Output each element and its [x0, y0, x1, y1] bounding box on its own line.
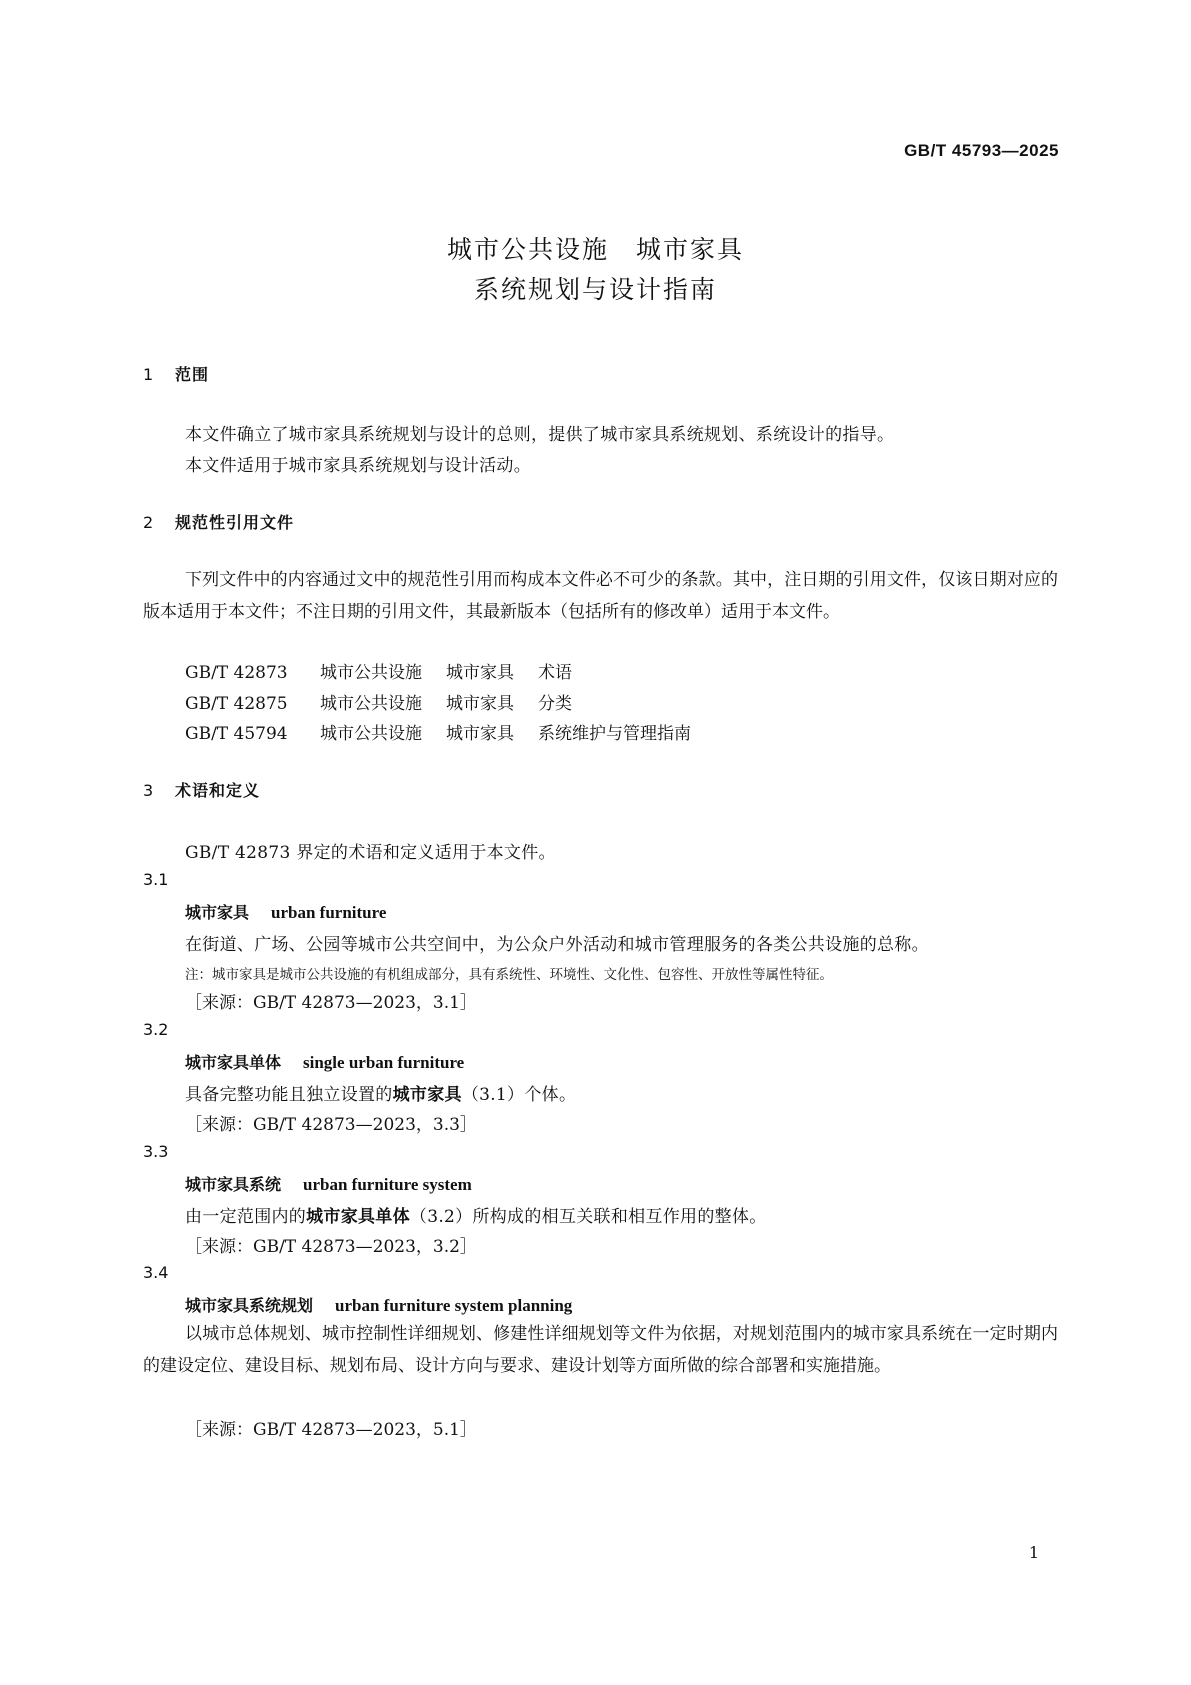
- clause-number: 3.1: [143, 870, 169, 889]
- definition-text: 由一定范围内的: [185, 1207, 307, 1227]
- term-zh: 城市家具单体: [185, 1053, 282, 1072]
- term-reference: 城市家具: [392, 1085, 462, 1105]
- normative-references-intro: 下列文件中的内容通过文中的规范性引用而构成本文件必不可少的条款。其中，注日期的引用文件，仅该日期对应的版本适用于本文件；不注日期的引用文件，其最新版本（包括所有的修改单）适用于本文件。: [143, 570, 1058, 622]
- reference-part-c: 系统维护与管理指南: [538, 724, 691, 744]
- definition-text: 具备完整功能且独立设置的: [185, 1085, 393, 1105]
- reference-part-b: 城市家具: [446, 724, 514, 744]
- term-zh: 城市家具系统: [185, 1175, 282, 1194]
- term-source: ［来源：GB/T 42873—2023，3.3］: [185, 1115, 477, 1135]
- term-en: urban furniture system: [303, 1175, 472, 1194]
- clause-number: 3.3: [143, 1142, 169, 1161]
- reference-part-b: 城市家具: [446, 694, 514, 714]
- section-title: 术语和定义: [175, 781, 261, 800]
- section-number: 2: [143, 513, 155, 532]
- section-title: 范围: [175, 365, 210, 384]
- definition-text: （3.2）所构成的相互关联和相互作用的整体。: [409, 1207, 767, 1227]
- reference-code: GB/T 42873: [185, 663, 288, 683]
- scope-paragraph-1: 本文件确立了城市家具系统规划与设计的总则，提供了城市家具系统规划、系统设计的指导。: [185, 425, 895, 445]
- reference-code: GB/T 45794: [185, 724, 288, 744]
- term-source: ［来源：GB/T 42873—2023，3.2］: [185, 1237, 477, 1257]
- term-heading: [185, 1050, 464, 1073]
- standard-code: GB/T 45793—2025: [904, 141, 1059, 160]
- section-title: 规范性引用文件: [175, 513, 295, 532]
- term-heading: [185, 1293, 572, 1316]
- definition-text: （3.1）个体。: [461, 1085, 577, 1105]
- clause-number: 3.4: [143, 1263, 169, 1282]
- term-definition: [185, 1202, 767, 1227]
- term-zh: 城市家具: [185, 903, 250, 922]
- section-2-heading: [143, 510, 294, 533]
- reference-part-a: 城市公共设施: [320, 724, 422, 744]
- section-3-heading: [143, 778, 260, 801]
- page-number: 1: [1028, 1543, 1039, 1562]
- reference-part-a: 城市公共设施: [320, 663, 422, 683]
- term-heading: [185, 1172, 472, 1195]
- term-reference: 城市家具单体: [306, 1207, 410, 1227]
- reference-code: GB/T 42875: [185, 694, 288, 714]
- term-heading: [185, 900, 386, 923]
- term-definition: 以城市总体规划、城市控制性详细规划、修建性详细规划等文件为依据，对规划范围内的城市家具系统在一定时期内的建设定位、建设目标、规划布局、设计方向与要求、建设计划等方面所做的综合部署和实施措施。: [143, 1324, 1058, 1376]
- term-en: urban furniture: [271, 903, 387, 922]
- section-number: 1: [143, 365, 155, 384]
- reference-part-c: 术语: [538, 663, 572, 683]
- section-1-heading: [143, 362, 209, 385]
- term-en: single urban furniture: [303, 1053, 465, 1072]
- reference-item: [185, 658, 572, 683]
- reference-part-b: 城市家具: [446, 663, 514, 683]
- terms-intro: GB/T 42873 界定的术语和定义适用于本文件。: [185, 843, 556, 863]
- clause-number: 3.2: [143, 1020, 169, 1039]
- term-definition: 在街道、广场、公园等城市公共空间中，为公众户外活动和城市管理服务的各类公共设施的总称。: [185, 935, 929, 955]
- term-zh: 城市家具系统规划: [185, 1296, 314, 1315]
- term-note: 注：城市家具是城市公共设施的有机组成部分，具有系统性、环境性、文化性、包容性、开放性等属性特征。: [185, 967, 833, 983]
- term-source: ［来源：GB/T 42873—2023，3.1］: [185, 993, 477, 1013]
- reference-part-a: 城市公共设施: [320, 694, 422, 714]
- term-source: ［来源：GB/T 42873—2023，5.1］: [185, 1420, 477, 1440]
- term-definition: [185, 1080, 576, 1105]
- document-title-line1: 城市公共设施 城市家具: [446, 235, 744, 264]
- reference-item: [185, 689, 572, 714]
- document-title-line2: 系统规划与设计指南: [473, 275, 717, 304]
- reference-part-c: 分类: [538, 694, 572, 714]
- term-en: urban furniture system planning: [335, 1296, 573, 1315]
- scope-paragraph-2: 本文件适用于城市家具系统规划与设计活动。: [185, 456, 531, 476]
- reference-item: [185, 719, 691, 744]
- section-number: 3: [143, 781, 155, 800]
